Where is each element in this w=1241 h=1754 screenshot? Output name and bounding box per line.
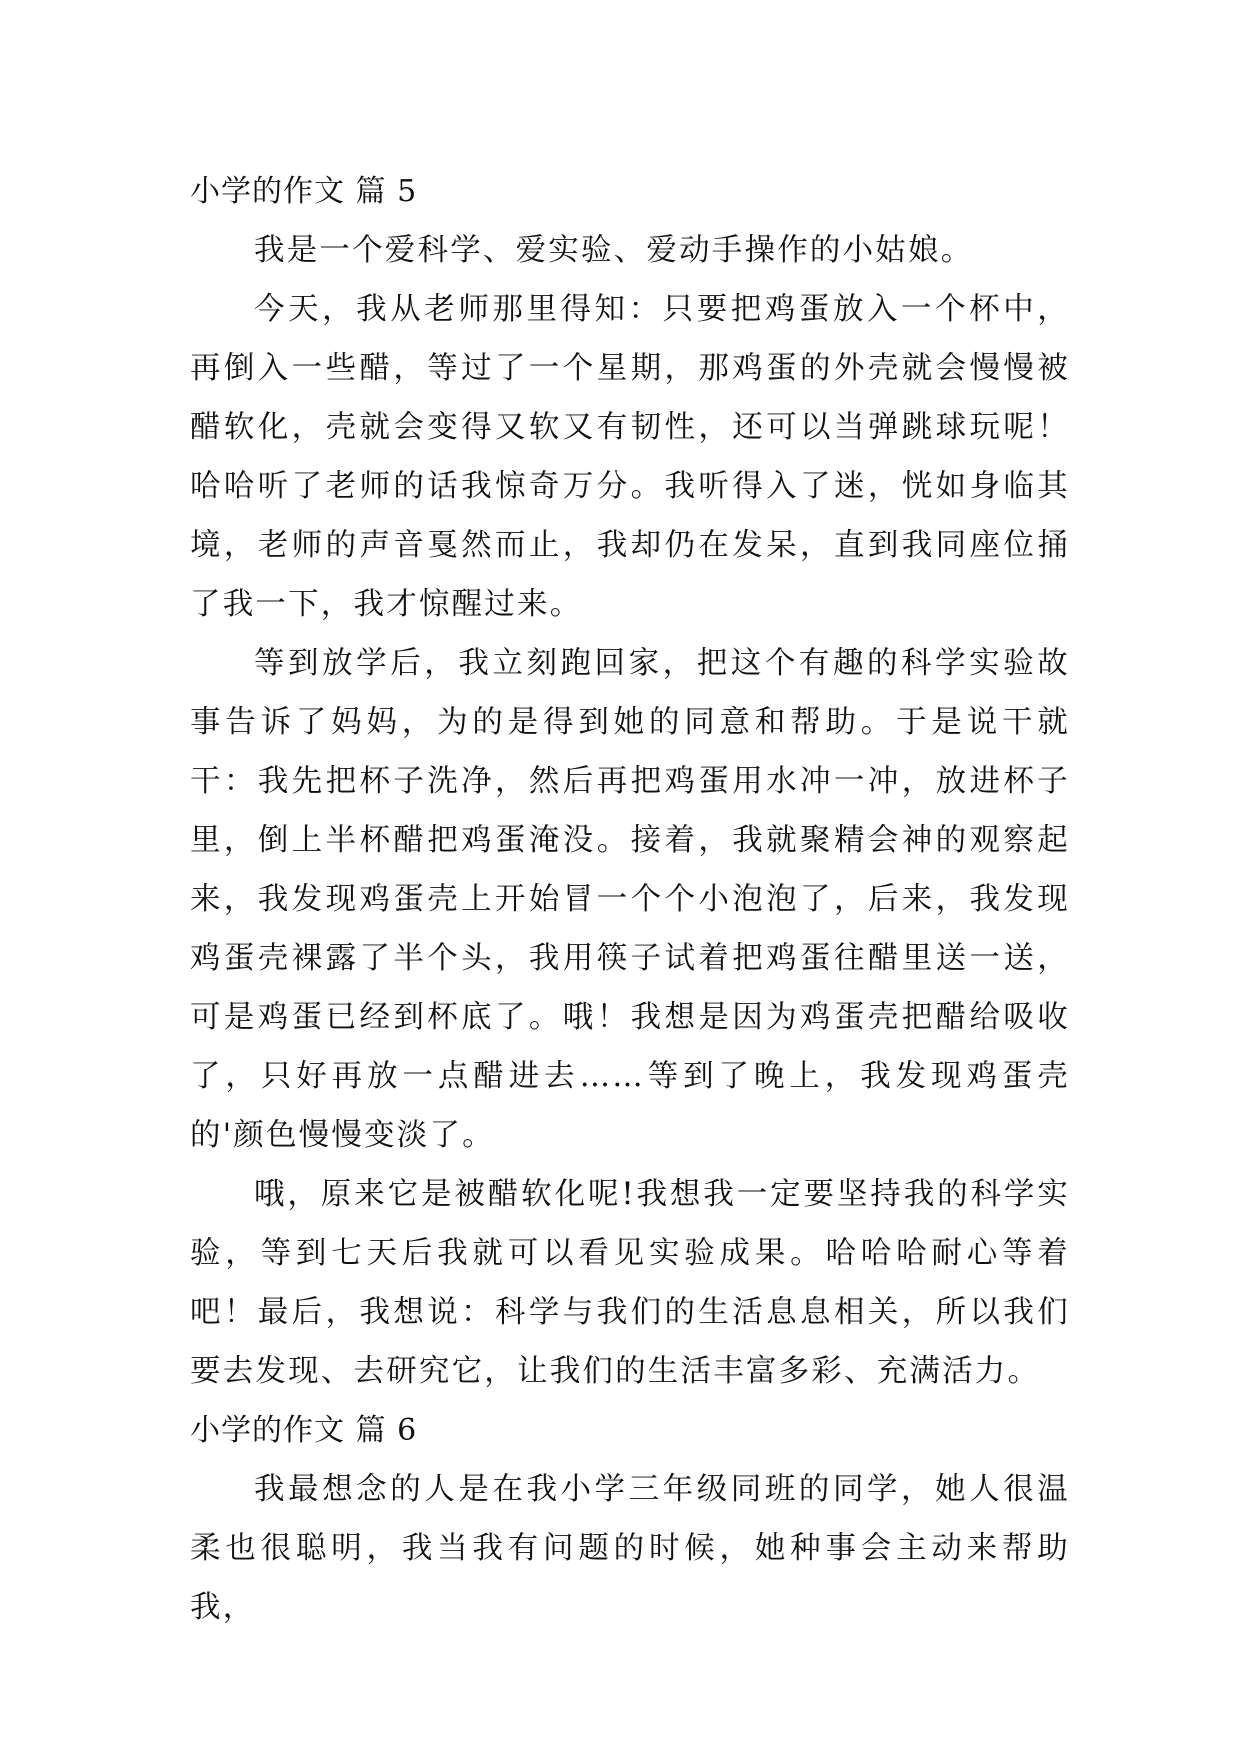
paragraph: 哦，原来它是被醋软化呢!我想我一定要坚持我的科学实验，等到七天后我就可以看见实验成果。哈哈哈耐心等着吧！最后，我想说：科学与我们的生活息息相关，所以我们要去发现、去研究它，让我们的生活丰富多彩、充满活力。	[190, 1177, 1070, 1389]
section-heading: 小学的作文 篇 6	[190, 1413, 418, 1448]
section-heading: 小学的作文 篇 5	[190, 174, 418, 209]
paragraph: 等到放学后，我立刻跑回家，把这个有趣的科学实验故事告诉了妈妈，为的是得到她的同意和帮助。于是说干就干：我先把杯子洗净，然后再把鸡蛋用水冲一冲，放进杯子里，倒上半杯醋把鸡蛋淹没。接着，我就聚精会神的观察起来，我发现鸡蛋壳上开始冒一个个小泡泡了，后来，我发现鸡蛋壳裸露了半个头，我用筷子试着把鸡蛋往醋里送一送，可是鸡蛋已经到杯底了。哦！我想是因为鸡蛋壳把醋给吸收了，只好再放一点醋进去……等到了晚上，我发现鸡蛋壳的'颜色慢慢变淡了。	[190, 646, 1070, 1153]
paragraph: 我是一个爱科学、爱实验、爱动手操作的小姑娘。	[254, 233, 974, 268]
paragraph: 我最想念的人是在我小学三年级同班的同学，她人很温柔也很聪明，我当我有问题的时候，她种事会主动来帮助我，	[190, 1472, 1070, 1625]
document-body	[190, 162, 1070, 1637]
paragraph: 今天，我从老师那里得知：只要把鸡蛋放入一个杯中，再倒入一些醋，等过了一个星期，那鸡蛋的外壳就会慢慢被醋软化，壳就会变得又软又有韧性，还可以当弹跳球玩呢！哈哈听了老师的话我惊奇万分。我听得入了迷，恍如身临其境，老师的声音戛然而止，我却仍在发呆，直到我同座位捅了我一下，我才惊醒过来。	[190, 292, 1070, 622]
